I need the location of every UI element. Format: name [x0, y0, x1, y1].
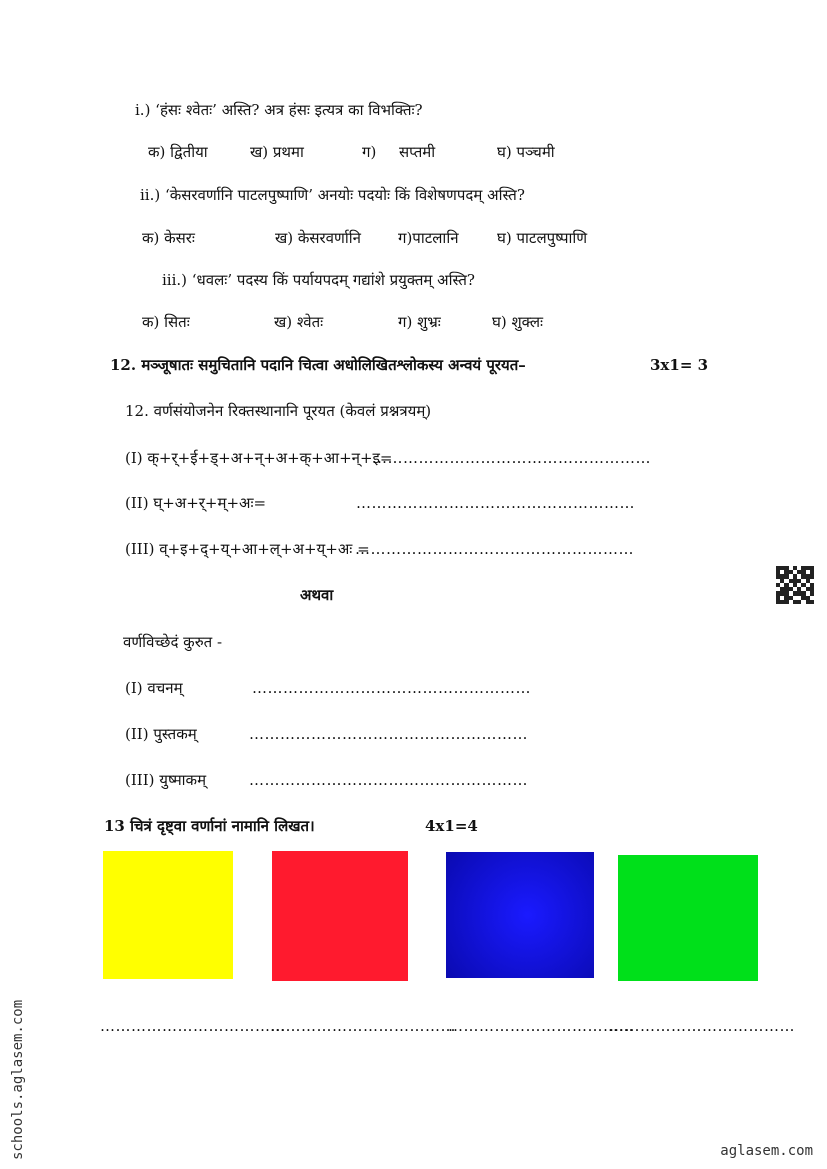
- viccheda-item-2: (II) पुस्तकम्: [125, 725, 197, 743]
- option-ka: क) केसरः: [142, 229, 195, 247]
- option-ga: ग) शुभ्रः: [398, 313, 441, 331]
- viccheda-blank-2: ………………………………………………: [249, 725, 528, 743]
- swatch-blank-4: ………………………………: [609, 1017, 795, 1035]
- viccheda-blank-1: ………………………………………………: [252, 679, 531, 697]
- swatch-blank-1: ………………………………: [100, 1017, 286, 1035]
- question-ii: ii.) ‘केसरवर्णानि पाटलपुष्पाणि’ अनयोः पदयोः किं विशेषणपदम् अस्ति?: [140, 186, 525, 204]
- q12-heading: 12. मञ्जूषातः समुचितानि पदानि चित्वा अधोलिखितश्लोकस्य अन्वयं पूरयत–: [110, 356, 526, 374]
- option-ka: क) द्वितीया: [148, 143, 208, 161]
- green-swatch: [618, 855, 758, 981]
- swatch-blank-3: ………………………………: [448, 1017, 634, 1035]
- option-gha: घ) शुक्लः: [492, 313, 544, 331]
- option-kha: ख) केसरवर्णानि: [275, 229, 361, 247]
- red-swatch: [272, 851, 408, 981]
- option-ka: क) सितः: [142, 313, 190, 331]
- swatch-blank-2: ………………………………: [270, 1017, 456, 1035]
- blue-swatch: [446, 852, 594, 978]
- athava-label: अथवा: [300, 586, 334, 604]
- q13-marks: 4x1=4: [425, 817, 478, 835]
- q13-heading: 13 चित्रं दृष्ट्वा वर्णानां नामानि लिखत।: [104, 817, 315, 835]
- q12-marks: 3x1= 3: [650, 356, 709, 374]
- combine-item-1: (I) क्+र्+ई+ड्+अ+न्+अ+क्+आ+न्+इ=: [125, 449, 393, 467]
- option-gha: घ) पञ्चमी: [497, 143, 555, 161]
- option-gha: घ) पाटलपुष्पाणि: [497, 229, 588, 247]
- answer-blank-1: ………………………………………………: [372, 449, 651, 467]
- answer-blank-2: ………………………………………………: [356, 494, 635, 512]
- yellow-swatch: [103, 851, 233, 979]
- q12-sub-title: 12. वर्णसंयोजनेन रिक्तस्थानानि पूरयत (केवलं प्रश्नत्रयम्): [125, 402, 432, 420]
- viccheda-blank-3: ………………………………………………: [249, 771, 528, 789]
- qr-code-icon: [776, 566, 814, 604]
- option-kha: ख) प्रथमा: [250, 143, 304, 161]
- answer-blank-3: ………………………………………………: [355, 540, 634, 558]
- question-iii: iii.) ‘धवलः’ पदस्य किं पर्यायपदम् गद्यांशे प्रयुक्तम् अस्ति?: [162, 271, 475, 289]
- option-ga-text: सप्तमी: [399, 143, 436, 161]
- viccheda-item-3: (III) युष्माकम्: [125, 771, 207, 789]
- corner-watermark: aglasem.com: [720, 1143, 813, 1159]
- option-ga: ग)पाटलानि: [398, 229, 459, 247]
- viccheda-item-1: (I) वचनम्: [125, 679, 183, 697]
- question-i: i.) ‘हंसः श्वेतः’ अस्ति? अत्र हंसः इत्यत्र का विभक्तिः?: [135, 101, 423, 119]
- side-watermark: schools.aglasem.com: [10, 999, 26, 1160]
- combine-item-2: (II) घ्+अ+र्+म्+अः=: [125, 494, 267, 512]
- option-ga: ग): [362, 143, 377, 161]
- option-kha: ख) श्वेतः: [274, 313, 324, 331]
- combine-item-3: (III) व्+इ+द्+य्+आ+ल्+अ+य्+अः =: [125, 540, 370, 558]
- varna-viccheda-title: वर्णविच्छेदं कुरुत -: [123, 633, 223, 651]
